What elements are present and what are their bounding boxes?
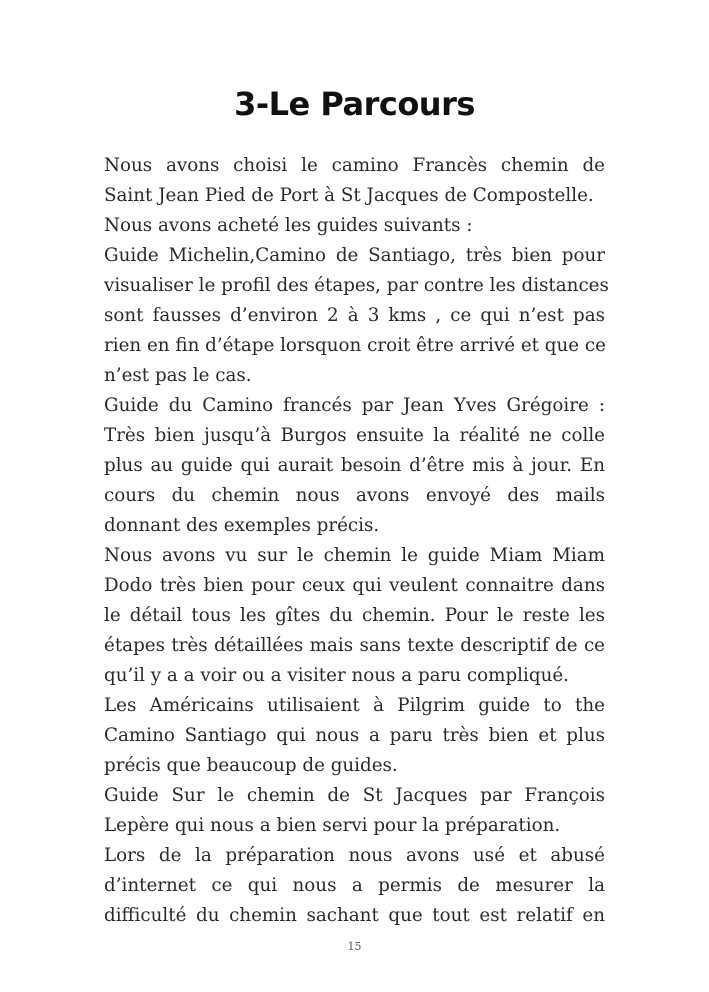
text-line: Guide Sur le chemin de St Jacques par François (104, 785, 605, 806)
text-line: n’est pas le cas. (104, 365, 252, 386)
text-line: Dodo très bien pour ceux qui veulent connaitre dans (104, 575, 605, 596)
text-line: d’internet ce qui nous a permis de mesurer la (104, 875, 605, 896)
text-line: Lepère qui nous a bien servi pour la préparation. (104, 815, 561, 836)
text-line: Nous avons vu sur le chemin le guide Miam Miam (104, 545, 605, 566)
text-line: qu’il y a a voir ou a visiter nous a paru compliqué. (104, 665, 569, 686)
page-title: 3-Le Parcours (234, 85, 475, 123)
body-text (104, 151, 609, 931)
text-line: donnant des exemples précis. (104, 515, 380, 536)
text-line: Guide du Camino francés par Jean Yves Grégoire : (104, 395, 605, 416)
text-line: cours du chemin nous avons envoyé des mails (104, 485, 605, 506)
text-line: Les Américains utilisaient à Pilgrim guide to the (104, 695, 605, 716)
text-line: rien en fin d’étape lorsquon croit être arrivé et que ce (104, 335, 606, 356)
text-line: visualiser le profil des étapes, par contre les distances (104, 275, 609, 296)
text-line: Guide Michelin,Camino de Santiago, très bien pour (104, 245, 605, 266)
text-line: Camino Santiago qui nous a paru très bien et plus (104, 725, 605, 746)
text-line: précis que beaucoup de guides. (104, 755, 398, 776)
text-line: Nous avons choisi le camino Francès chemin de (104, 155, 605, 176)
text-line: étapes très détaillées mais sans texte descriptif de ce (104, 635, 605, 656)
text-line: sont fausses d’environ 2 à 3 kms , ce qui n’est pas (104, 305, 605, 326)
text-line: plus au guide qui aurait besoin d’être mis à jour. En (104, 455, 605, 476)
text-line: le détail tous les gîtes du chemin. Pour le reste les (104, 605, 605, 626)
text-line: difficulté du chemin sachant que tout est relatif en (104, 905, 605, 926)
text-line: Très bien jusqu’à Burgos ensuite la réalité ne colle (104, 425, 605, 446)
page-number: 15 (347, 940, 362, 953)
text-line: Lors de la préparation nous avons usé et abusé (104, 845, 605, 866)
text-line: Saint Jean Pied de Port à St Jacques de Compostelle. (104, 185, 594, 206)
text-line: Nous avons acheté les guides suivants : (104, 215, 473, 236)
